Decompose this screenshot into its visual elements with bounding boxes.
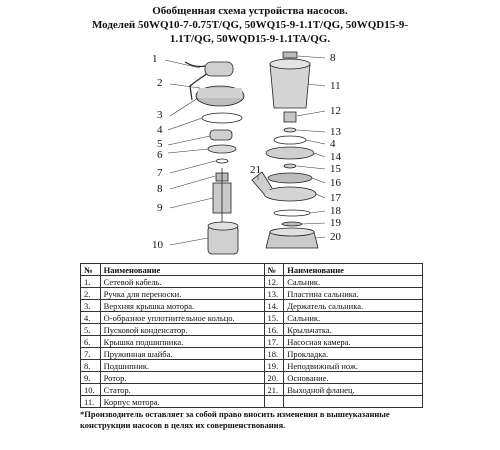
- part-number-left: 3.: [81, 300, 101, 312]
- part-name-right: Сальник.: [284, 276, 423, 288]
- part-number-left: 1.: [81, 276, 101, 288]
- part-number-left: 11.: [81, 396, 101, 408]
- part-number-left: 4.: [81, 312, 101, 324]
- parts-table: [80, 263, 423, 408]
- callout-3: 3: [157, 109, 163, 121]
- callout-4: 4: [157, 124, 163, 136]
- part-name-right: Неподвижный нож.: [284, 360, 423, 372]
- part-number-left: 5.: [81, 324, 101, 336]
- header-name-2: Наименование: [284, 264, 423, 276]
- document-title: [60, 4, 440, 46]
- callout-2: 2: [157, 77, 163, 89]
- part-name-left: Ротор.: [100, 372, 264, 384]
- title-line-2: Моделей 50WQ10-7-0.75T/QG, 50WQ15-9-1.1T/QG, 50WQD15-9-: [91, 19, 409, 31]
- part-number-right: 18.: [264, 348, 284, 360]
- part-number-right: 13.: [264, 288, 284, 300]
- callout-9: 9: [157, 202, 163, 214]
- part-name-left: Статор.: [100, 384, 264, 396]
- part-number-right: 19.: [264, 360, 284, 372]
- table-header-row: [81, 264, 423, 276]
- callout-5: 5: [157, 138, 163, 150]
- callout-19: 19: [330, 217, 341, 229]
- part-name-left: Верхняя крышка мотора.: [100, 300, 264, 312]
- part-name-left: Подшипник.: [100, 360, 264, 372]
- callout-8-left: 8: [157, 183, 163, 195]
- header-number-1: №: [81, 264, 101, 276]
- exploded-pump-diagram: [0, 48, 500, 268]
- part-name-right: Пластина сальника.: [284, 288, 423, 300]
- part-number-left: 7.: [81, 348, 101, 360]
- part-number-right: 16.: [264, 324, 284, 336]
- callout-8-right: 8: [330, 52, 336, 64]
- gasket: [274, 210, 310, 216]
- table-row: [81, 312, 423, 324]
- part-name-left: Ручка для переноски.: [100, 288, 264, 300]
- part-number-right: 12.: [264, 276, 284, 288]
- callout-14: 14: [330, 151, 341, 163]
- left-stack: [185, 62, 244, 254]
- seal: [284, 112, 296, 122]
- part-name-left: Пружинная шайба.: [100, 348, 264, 360]
- table-row: [81, 288, 423, 300]
- part-number-left: 8.: [81, 360, 101, 372]
- part-name-right: Прокладка.: [284, 348, 423, 360]
- table-row: [81, 324, 423, 336]
- part-name-left: Корпус мотора.: [100, 396, 264, 408]
- part-number-left: 6.: [81, 336, 101, 348]
- table-row: [81, 396, 423, 408]
- callout-6: 6: [157, 149, 163, 161]
- part-name-right: Сальник.: [284, 312, 423, 324]
- motor-housing: [270, 64, 310, 108]
- part-name-right: Крыльчатка.: [284, 324, 423, 336]
- callout-1: 1: [152, 53, 158, 65]
- part-number-right: 14.: [264, 300, 284, 312]
- pump-chamber: [264, 187, 316, 201]
- start-capacitor: [210, 130, 232, 140]
- seal-plate: [284, 128, 296, 132]
- part-name-right: Насосная камера.: [284, 336, 423, 348]
- callout-10: 10: [152, 239, 163, 251]
- right-stack: [252, 52, 318, 248]
- seal-holder: [266, 147, 314, 159]
- disclaimer-note: *Производитель оставляет за собой право вносить изменения в вышеуказанные конструкции насосов в целях их совершенствования.: [80, 409, 390, 430]
- spring-washer: [216, 159, 228, 163]
- part-number-right: [264, 396, 284, 408]
- table-row: [81, 348, 423, 360]
- part-number-right: 15.: [264, 312, 284, 324]
- part-number-left: 10.: [81, 384, 101, 396]
- table-row: [81, 300, 423, 312]
- callout-12: 12: [330, 105, 341, 117]
- title-line-3: 1.1T/QG, 50WQD15-9-1.1TA/QG.: [169, 33, 331, 45]
- part-name-left: Сетевой кабель.: [100, 276, 264, 288]
- carry-handle: [205, 62, 233, 76]
- part-name-left: Крышка подшипника.: [100, 336, 264, 348]
- o-ring-left: [202, 113, 242, 123]
- callout-21: 21: [250, 164, 261, 176]
- part-name-left: О-образное уплотнительное кольцо.: [100, 312, 264, 324]
- part-number-left: 2.: [81, 288, 101, 300]
- callout-15: 15: [330, 163, 341, 175]
- part-name-left: Пусковой конденсатор.: [100, 324, 264, 336]
- part-name-right: Держатель сальника.: [284, 300, 423, 312]
- callout-4-right: 4: [330, 138, 336, 150]
- table-row: [81, 276, 423, 288]
- part-number-right: 20.: [264, 372, 284, 384]
- header-name-1: Наименование: [100, 264, 264, 276]
- seal-lower: [284, 164, 296, 168]
- o-ring-right: [274, 136, 306, 144]
- part-number-left: 9.: [81, 372, 101, 384]
- callout-16: 16: [330, 177, 341, 189]
- table-row: [81, 360, 423, 372]
- part-number-right: 21.: [264, 384, 284, 396]
- callout-18: 18: [330, 205, 341, 217]
- table-row: [81, 372, 423, 384]
- fixed-knife: [282, 222, 302, 226]
- title-line-1: Обобщенная схема устройства насосов.: [152, 5, 348, 17]
- table-row: [81, 336, 423, 348]
- part-name-right: Выходной фланец.: [284, 384, 423, 396]
- impeller: [268, 173, 312, 183]
- bearing-cover: [208, 145, 236, 153]
- callout-20: 20: [330, 231, 341, 243]
- parts-table-body: [81, 276, 423, 408]
- table-row: [81, 384, 423, 396]
- part-name-right: Основание.: [284, 372, 423, 384]
- header-number-2: №: [264, 264, 284, 276]
- part-name-right: [284, 396, 423, 408]
- callout-17: 17: [330, 192, 341, 204]
- callout-11: 11: [330, 80, 341, 92]
- callout-13: 13: [330, 126, 341, 138]
- callout-7: 7: [157, 167, 163, 179]
- part-number-right: 17.: [264, 336, 284, 348]
